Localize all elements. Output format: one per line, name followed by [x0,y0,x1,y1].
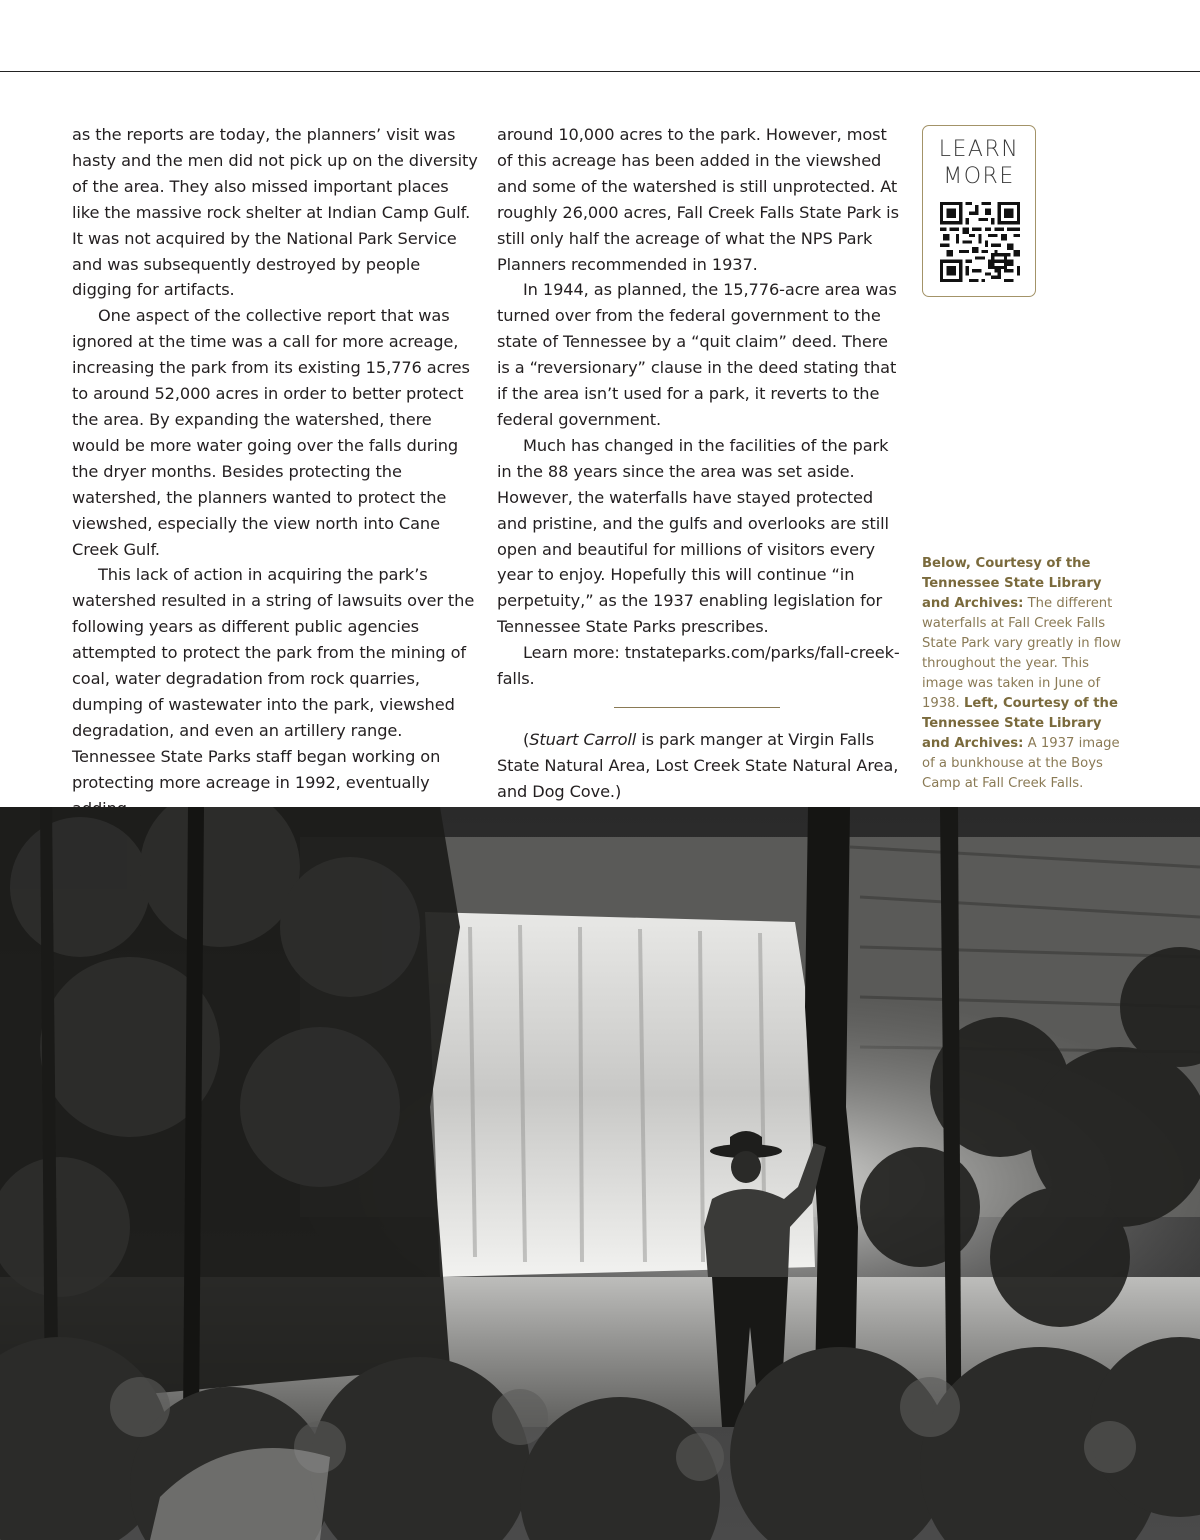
author-name: Stuart Carroll [529,729,637,749]
article-column-1 [72,122,480,821]
article-column-2 [497,122,903,805]
paragraph: Much has changed in the facilities of the park in the 88 years since the area was set aside. However, the waterfalls have stayed protected and pristine, and the gulfs and overlooks are still open and beautiful for millions of visitors every year to enjoy. Hopefully this will continue “in perpetuity,” as the 1937 enabling legislation for Tennessee State Parks prescribes. [497,435,889,637]
learn-line-2: MORE [943,164,1015,189]
paragraph: This lack of action in acquiring the park’s watershed resulted in a string of lawsuits over the following years as different public agencies attempted to protect the park from the mining of coal, water degradation from rock quarries, dumping of wastewater into the park, viewshed degradation, and even an artillery range. Tennessee State Parks staff began working on protecting more acreage in 1992, eventually [72,565,475,792]
paragraph: around 10,000 acres to the park. However, most of this acreage has been added in the viewshed and some of the watershed is still unprotected. At roughly 26,000 acres, Fall Creek Falls State Park is still only half the acreage of what the NPS Park Planners recommended in 1937. [497,125,899,274]
caption-credit-below: Below, Courtesy of the Tennessee State Library and Archives: [922,556,1102,611]
header-rule [0,71,1200,72]
paragraph: One aspect of the collective report that was ignored at the time was a call for more acreage, increasing the park from its existing 15,776 acres to around 52,000 acres in order to better protect the area. By expanding the watershed, there would be more water going over the falls during the dryer months. Besides protecting the watershed, the planners wanted to protect the viewshed, especially the view north into Cane Creek Gulf. [72,306,470,559]
bio-text: is park manger at Virgin Falls State Natural Area, Lost Creek State Natural Area, and Dog Cove.) [497,729,899,801]
waterfall-photo [0,807,1200,1540]
paragraph: In 1944, as planned, the 15,776-acre area was turned over from the federal government to the state of Tennessee by a “quit claim” deed. There is a “reversionary” clause in the deed stating that if the area isn’t used for a park, it reverts to the federal government. [497,280,897,429]
caption-credit-left: Left, Courtesy of the Tennessee State Library and Archives: [922,696,1118,751]
end-rule [614,707,780,708]
learn-more-box[interactable] [922,125,1036,297]
learn-line-1: LEARN [938,137,1020,162]
qr-code-icon[interactable] [940,202,1020,282]
learn-more-title [923,136,1035,190]
paragraph: as the reports are today, the planners’ visit was hasty and the men did not pick up on the diversity of the area. They also missed important places like the massive rock shelter at Indian Camp Gulf. It was not acquired by the National Park Service and was subsequently destroyed by people digging for artifacts. [72,125,478,300]
caption-text-left: A 1937 image of a bunkhouse at the Boys Camp at Fall Creek Falls. [922,736,1120,791]
caption-text-below: The different waterfalls at Fall Creek Falls State Park vary greatly in flow throughout the year. This image was taken in June of 1938. [922,596,1121,711]
learn-more-link-paragraph[interactable]: Learn more: tnstateparks.com/parks/fall-creek-falls. [497,643,900,689]
photo-caption [922,554,1127,794]
bio-open: ( [523,729,530,749]
author-bio [497,727,903,805]
